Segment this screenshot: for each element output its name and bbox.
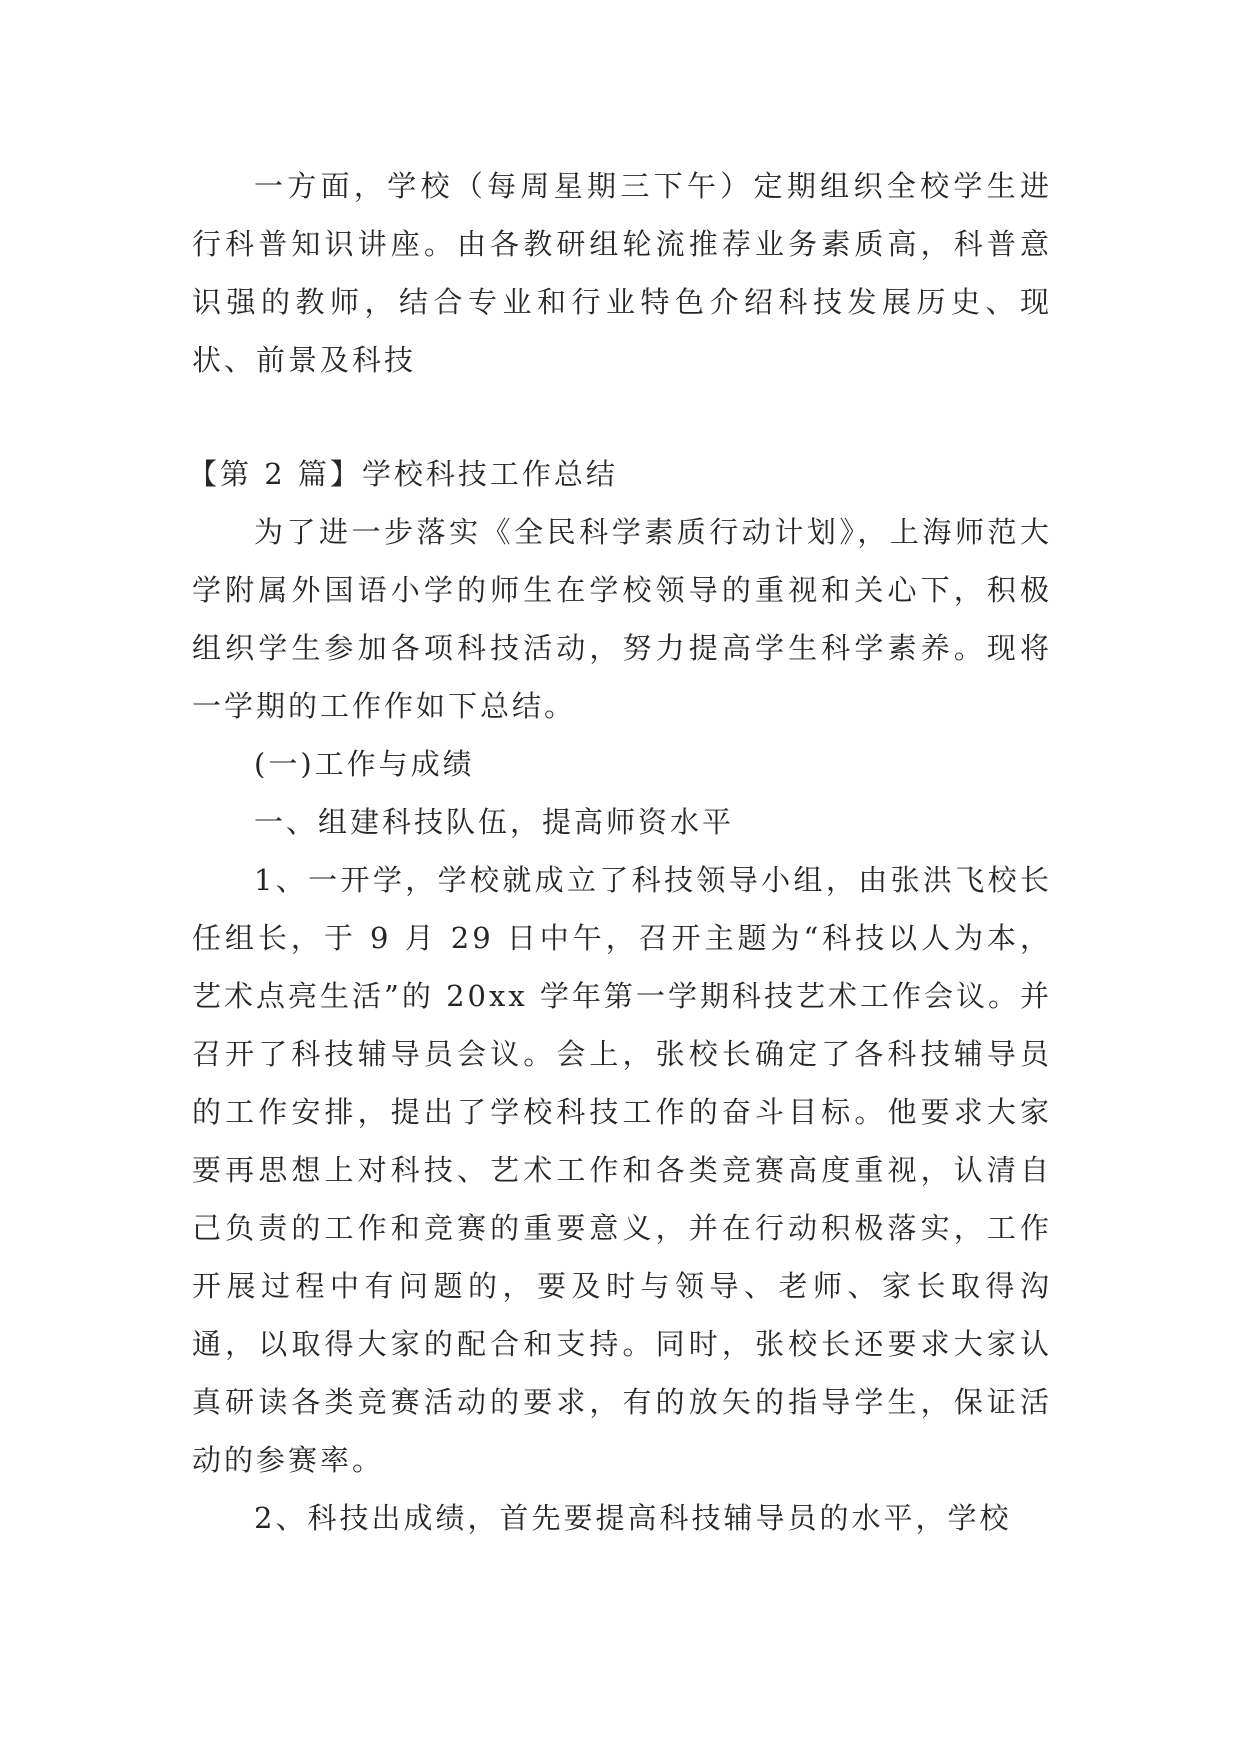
paragraph-summary-intro: 为了进一步落实《全民科学素质行动计划》，上海师范大学附属外国语小学的师生在学校领导的重视和关心下，积极组织学生参加各项科技活动，努力提高学生科学素养。现将一学期的工作作如下总结。 <box>192 515 1052 723</box>
subheading-work-results: (一)工作与成绩 <box>254 747 475 781</box>
paragraph-item-2: 2、科技出成绩，首先要提高科技辅导员的水平，学校 <box>254 1501 1012 1535</box>
intro-paragraph: 一方面，学校（每周星期三下午）定期组织全校学生进行科普知识讲座。由各教研组轮流推荐业务素质高，科普意识强的教师，结合专业和行业特色介绍科技发展历史、现状、前景及科技 <box>192 169 1052 377</box>
section-heading: 【第 2 篇】学校科技工作总结 <box>188 457 618 491</box>
section-2-block <box>188 445 1052 1547</box>
paragraph-item-1: 1、一开学，学校就成立了科技领导小组，由张洪飞校长任组长，于 9 月 29 日中午，召开主题为“科技以人为本，艺术点亮生活”的 20xx 学年第一学期科技艺术工作会议。并召开了科技辅导员会议。会上，张校长确定了各科技辅导员的工作安排，提出了学校科技工作的奋斗目标。他要求大家要再思想上对科技、艺术工作和各类竞赛高度重视，认清自己负责的工作和竞赛的重要意义，并在行动积极落实，工作开展过程中有问题的，要及时与领导、老师、家长取得沟通，以取得大家的配合和支持。同时，张校长还要求大家认真研读各类竞赛活动的要求，有的放矢的指导学生，保证活动的参赛率。 <box>192 863 1052 1477</box>
intro-block <box>192 157 1052 389</box>
subheading-team-building: 一、组建科技队伍，提高师资水平 <box>254 805 735 839</box>
